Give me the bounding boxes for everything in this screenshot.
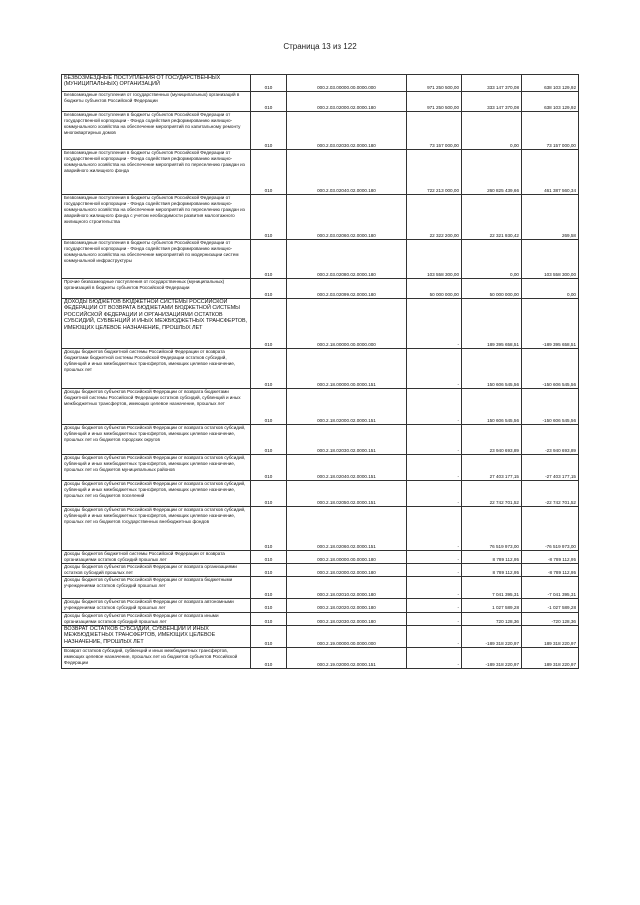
row-plan-cell: 971 250 500,00 <box>407 92 462 112</box>
row-name-cell: Доходы бюджетов субъектов Российской Федерации от возврата иными организациями остатков субсидий прошлых лет <box>62 612 251 625</box>
row-plan-cell: - <box>407 564 462 577</box>
row-kbk-cell: 000.2.18.00000.00.0000.000 <box>287 299 407 349</box>
row-name-cell: Безвозмездные поступления в бюджеты субъектов Российской Федерации от государственной корпорации - Фонда содействия реформированию жилищно-коммунального хозяйства на обеспечение мероприятий по модернизации систем коммунальной инфраструктуры <box>62 240 251 279</box>
row-name-cell: Доходы бюджетов субъектов Российской Федерации от возврата остатков субсидий, субвенций и иных межбюджетных трансфертов, имеющих целевое назначение, прошлых лет из бюджетов поселений <box>62 481 251 507</box>
row-plan-cell: - <box>407 425 462 455</box>
row-code-cell: 010 <box>251 577 287 599</box>
table-row <box>62 481 579 507</box>
row-remaining-cell: -1 027 589,28 <box>522 599 579 612</box>
row-name-cell: Доходы бюджетов субъектов Российской Федерации от возврата бюджетами бюджетной системы Российской Федерации остатков субсидий, субвенций и иных межбюджетных трансфертов, имеющих целевое назначение, прошлых лет <box>62 389 251 425</box>
row-remaining-cell: 73 157 000,00 <box>522 112 579 150</box>
row-plan-cell: - <box>407 349 462 389</box>
table-row <box>62 564 579 577</box>
row-executed-cell: 22 742 701,52 <box>462 481 522 507</box>
row-remaining-cell: -23 940 693,89 <box>522 425 579 455</box>
row-executed-cell: 189 395 658,51 <box>462 299 522 349</box>
table-row <box>62 279 579 299</box>
table-row <box>62 625 579 647</box>
row-remaining-cell: 103 558 300,00 <box>522 240 579 279</box>
row-code-cell: 010 <box>251 625 287 647</box>
row-remaining-cell: -76 519 973,00 <box>522 507 579 551</box>
row-code-cell: 010 <box>251 240 287 279</box>
table-row <box>62 75 579 92</box>
row-executed-cell: 27 403 177,15 <box>462 455 522 481</box>
row-name-cell: Доходы бюджетов субъектов Российской Федерации от возврата остатков субсидий, субвенций и иных межбюджетных трансфертов, имеющих целевое назначение, прошлых лет из бюджетов государственных внебюджетных фондов <box>62 507 251 551</box>
row-name-cell: Доходы бюджетов бюджетной системы Российской Федерации от возврата организациями остатков субсидий прошлых лет <box>62 551 251 564</box>
table-row <box>62 599 579 612</box>
row-code-cell: 010 <box>251 551 287 564</box>
row-executed-cell: -189 318 220,97 <box>462 647 522 668</box>
row-code-cell: 010 <box>251 599 287 612</box>
row-remaining-cell: -22 742 701,52 <box>522 481 579 507</box>
row-remaining-cell: -189 395 658,51 <box>522 299 579 349</box>
row-executed-cell: 150 606 545,56 <box>462 349 522 389</box>
row-plan-cell: - <box>407 599 462 612</box>
row-code-cell: 010 <box>251 564 287 577</box>
row-name-cell: Безвозмездные поступления от государственных (муниципальных) организаций в бюджеты субъектов Российской Федерации <box>62 92 251 112</box>
row-name-cell: Безвозмездные поступления в бюджеты субъектов Российской Федерации от государственной корпорации - Фонда содействия реформированию жилищно-коммунального хозяйства на обеспечение мероприятий по переселению граждан из аварийного жилищного фонда <box>62 150 251 195</box>
row-kbk-cell: 000.2.18.02000.02.0000.151 <box>287 389 407 425</box>
row-kbk-cell: 000.2.18.02030.02.0000.151 <box>287 425 407 455</box>
row-remaining-cell: -27 403 177,15 <box>522 455 579 481</box>
row-remaining-cell: -8 789 112,95 <box>522 564 579 577</box>
row-remaining-cell: 189 318 220,97 <box>522 625 579 647</box>
row-plan-cell: 103 558 300,00 <box>407 240 462 279</box>
row-executed-cell: 1 027 589,28 <box>462 599 522 612</box>
row-executed-cell: 0,00 <box>462 240 522 279</box>
row-plan-cell: - <box>407 647 462 668</box>
row-kbk-cell: 000.2.03.02030.02.0000.180 <box>287 112 407 150</box>
row-plan-cell: - <box>407 551 462 564</box>
row-kbk-cell: 000.2.03.02099.02.0000.180 <box>287 279 407 299</box>
row-kbk-cell: 000.2.18.00000.00.0000.180 <box>287 551 407 564</box>
row-kbk-cell: 000.2.18.02060.02.0000.151 <box>287 507 407 551</box>
row-executed-cell: 0,00 <box>462 112 522 150</box>
row-name-cell: Доходы бюджетов бюджетной системы Российской Федерации от возврата бюджетами бюджетной системы Российской Федерации остатков субсидий, субвенций и иных межбюджетных трансфертов, имеющих целевое назначение, прошлых лет <box>62 349 251 389</box>
row-kbk-cell: 000.2.19.00000.00.0000.000 <box>287 625 407 647</box>
row-name-cell: Доходы бюджетов субъектов Российской Федерации от возврата бюджетными учреждениями остатков субсидий прошлых лет <box>62 577 251 599</box>
row-executed-cell: 8 789 112,95 <box>462 551 522 564</box>
row-kbk-cell: 000.2.19.02000.02.0000.151 <box>287 647 407 668</box>
row-kbk-cell: 000.2.18.00000.00.0000.151 <box>287 349 407 389</box>
table-row <box>62 389 579 425</box>
row-name-cell: Доходы бюджетов субъектов Российской Федерации от возврата остатков субсидий, субвенций и иных межбюджетных трансфертов, имеющих целевое назначение, прошлых лет из бюджетов муниципальных районов <box>62 455 251 481</box>
table-row <box>62 349 579 389</box>
page-number-label: Страница 13 из 122 <box>283 42 357 51</box>
table-row <box>62 112 579 150</box>
row-plan-cell: 22 322 200,00 <box>407 195 462 240</box>
row-remaining-cell: -720 128,36 <box>522 612 579 625</box>
row-executed-cell: 23 940 693,89 <box>462 425 522 455</box>
row-remaining-cell: 189 318 220,97 <box>522 647 579 668</box>
row-plan-cell: - <box>407 481 462 507</box>
row-remaining-cell: 269,58 <box>522 195 579 240</box>
row-kbk-cell: 000.2.18.02040.02.0000.151 <box>287 455 407 481</box>
row-plan-cell: - <box>407 389 462 425</box>
table-row <box>62 612 579 625</box>
row-name-cell: Возврат остатков субсидий, субвенций и иных межбюджетных трансфертов, имеющих целевое назначение, прошлых лет из бюджетов субъектов Российской Федерации <box>62 647 251 668</box>
row-code-cell: 010 <box>251 195 287 240</box>
income-report-table <box>61 74 579 669</box>
table-row <box>62 647 579 668</box>
row-code-cell: 010 <box>251 647 287 668</box>
row-remaining-cell: -7 041 395,31 <box>522 577 579 599</box>
row-kbk-cell: 000.2.03.02060.02.0000.180 <box>287 195 407 240</box>
row-remaining-cell: 638 103 129,92 <box>522 92 579 112</box>
row-remaining-cell: 638 103 129,92 <box>522 75 579 92</box>
row-plan-cell: 722 213 000,00 <box>407 150 462 195</box>
table-row <box>62 577 579 599</box>
row-executed-cell: 8 789 112,95 <box>462 564 522 577</box>
row-kbk-cell: 000.2.03.02040.02.0000.180 <box>287 150 407 195</box>
table-row <box>62 92 579 112</box>
table-row <box>62 507 579 551</box>
row-kbk-cell: 000.2.03.00000.00.0000.000 <box>287 75 407 92</box>
row-code-cell: 010 <box>251 75 287 92</box>
row-executed-cell: 76 519 973,00 <box>462 507 522 551</box>
row-code-cell: 010 <box>251 389 287 425</box>
row-kbk-cell: 000.2.18.02000.02.0000.180 <box>287 564 407 577</box>
row-code-cell: 010 <box>251 349 287 389</box>
row-code-cell: 010 <box>251 507 287 551</box>
row-executed-cell: 7 041 395,31 <box>462 577 522 599</box>
row-name-cell: ВОЗВРАТ ОСТАТКОВ СУБСИДИЙ, СУБВЕНЦИЙ И ИНЫХ МЕЖБЮДЖЕТНЫХ ТРАНСФЕРТОВ, ИМЕЮЩИХ ЦЕЛЕВОЕ НАЗНАЧЕНИЕ, ПРОШЛЫХ ЛЕТ <box>62 625 251 647</box>
row-plan-cell: 971 250 500,00 <box>407 75 462 92</box>
row-remaining-cell: -150 606 545,56 <box>522 389 579 425</box>
row-executed-cell: 260 825 439,66 <box>462 150 522 195</box>
row-plan-cell: - <box>407 577 462 599</box>
row-name-cell: БЕЗВОЗМЕЗДНЫЕ ПОСТУПЛЕНИЯ ОТ ГОСУДАРСТВЕННЫХ (МУНИЦИПАЛЬНЫХ) ОРГАНИЗАЦИЙ <box>62 75 251 92</box>
table-row <box>62 240 579 279</box>
row-kbk-cell: 000.2.18.02030.02.0000.180 <box>287 612 407 625</box>
table-body <box>62 75 579 669</box>
table-row <box>62 455 579 481</box>
row-kbk-cell: 000.2.18.02010.02.0000.180 <box>287 577 407 599</box>
row-code-cell: 010 <box>251 299 287 349</box>
row-plan-cell: - <box>407 455 462 481</box>
row-kbk-cell: 000.2.03.02000.02.0000.180 <box>287 92 407 112</box>
table-row <box>62 299 579 349</box>
row-plan-cell: 73 157 000,00 <box>407 112 462 150</box>
row-code-cell: 010 <box>251 455 287 481</box>
row-name-cell: Доходы бюджетов субъектов Российской Федерации от возврата организациями остатков субсидий прошлых лет <box>62 564 251 577</box>
row-code-cell: 010 <box>251 279 287 299</box>
row-name-cell: Безвозмездные поступления в бюджеты субъектов Российской Федерации от государственной корпорации - Фонда содействия реформированию жилищно-коммунального хозяйства на обеспечение мероприятий по капитальному ремонту многоквартирных домов <box>62 112 251 150</box>
row-plan-cell: - <box>407 299 462 349</box>
row-executed-cell: 333 147 370,08 <box>462 92 522 112</box>
row-code-cell: 010 <box>251 112 287 150</box>
row-name-cell: Доходы бюджетов субъектов Российской Федерации от возврата автономными учреждениями остатков субсидий прошлых лет <box>62 599 251 612</box>
row-code-cell: 010 <box>251 425 287 455</box>
row-plan-cell: - <box>407 612 462 625</box>
row-kbk-cell: 000.2.18.02050.02.0000.151 <box>287 481 407 507</box>
table-row <box>62 150 579 195</box>
row-executed-cell: -189 318 220,97 <box>462 625 522 647</box>
row-executed-cell: 333 147 370,08 <box>462 75 522 92</box>
table-row <box>62 195 579 240</box>
row-kbk-cell: 000.2.18.02020.02.0000.180 <box>287 599 407 612</box>
row-kbk-cell: 000.2.03.02080.02.0000.180 <box>287 240 407 279</box>
row-remaining-cell: 0,00 <box>522 279 579 299</box>
table-row <box>62 425 579 455</box>
row-name-cell: Безвозмездные поступления в бюджеты субъектов Российской Федерации от государственной корпорации - Фонда содействия реформированию жилищно-коммунального хозяйства на обеспечение мероприятий по переселению граждан из аварийного жилищного фонда с учетом необходимости развития малоэтажного жилищного строительства <box>62 195 251 240</box>
row-plan-cell: 50 000 000,00 <box>407 279 462 299</box>
table-row <box>62 551 579 564</box>
row-executed-cell: 720 128,36 <box>462 612 522 625</box>
row-remaining-cell: -8 789 112,95 <box>522 551 579 564</box>
row-code-cell: 010 <box>251 481 287 507</box>
row-name-cell: Доходы бюджетов субъектов Российской Федерации от возврата остатков субсидий, субвенций и иных межбюджетных трансфертов, имеющих целевое назначение, прошлых лет из бюджетов городских округов <box>62 425 251 455</box>
row-plan-cell: - <box>407 507 462 551</box>
row-name-cell: Прочие безвозмездные поступления от государственных (муниципальных) организаций в бюджеты субъектов Российской Федерации <box>62 279 251 299</box>
row-remaining-cell: -150 606 545,56 <box>522 349 579 389</box>
row-plan-cell: - <box>407 625 462 647</box>
row-code-cell: 010 <box>251 92 287 112</box>
row-executed-cell: 50 000 000,00 <box>462 279 522 299</box>
row-code-cell: 010 <box>251 150 287 195</box>
row-executed-cell: 22 321 930,42 <box>462 195 522 240</box>
row-name-cell: ДОХОДЫ БЮДЖЕТОВ БЮДЖЕТНОЙ СИСТЕМЫ РОССИЙСКОЙ ФЕДЕРАЦИИ ОТ ВОЗВРАТА БЮДЖЕТАМИ БЮДЖЕТНОЙ СИСТЕМЫ РОССИЙСКОЙ ФЕДЕРАЦИИ И ОРГАНИЗАЦИЯМИ ОСТАТКОВ СУБСИДИЙ, СУБВЕНЦИЙ И ИНЫХ МЕЖБЮДЖЕТНЫХ ТРАНСФЕРТОВ, ИМЕЮЩИХ ЦЕЛЕВОЕ НАЗНАЧЕНИЕ, ПРОШЛЫХ ЛЕТ <box>62 299 251 349</box>
row-executed-cell: 150 606 545,56 <box>462 389 522 425</box>
row-remaining-cell: 461 387 560,34 <box>522 150 579 195</box>
row-code-cell: 010 <box>251 612 287 625</box>
